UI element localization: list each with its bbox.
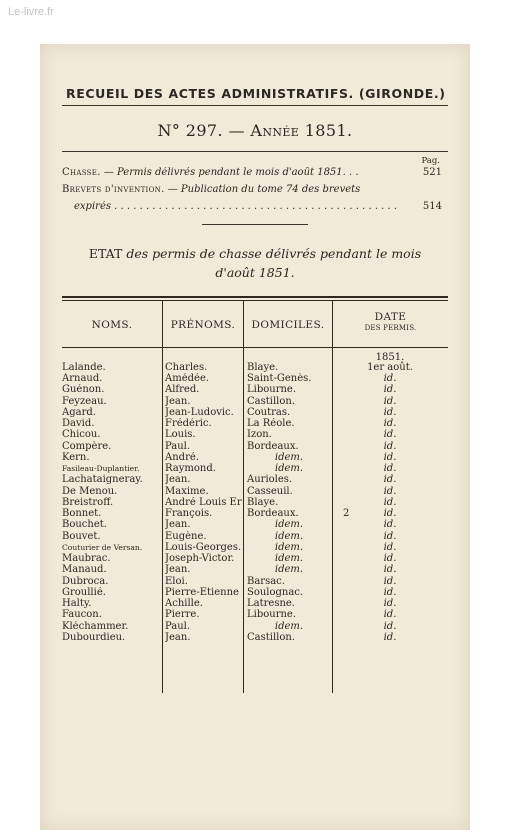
cell-domicile: idem. <box>274 451 304 463</box>
cell-date: id. <box>383 451 397 463</box>
cell-extra: 2 <box>343 508 350 520</box>
table-row <box>62 621 448 632</box>
cell-nom: Lalande. <box>62 362 106 373</box>
table-title <box>62 244 448 282</box>
cell-domicile: idem. <box>274 620 304 632</box>
column-header-date-sub: DES PERMIS. <box>364 324 417 332</box>
cell-domicile: Bordeaux. <box>247 440 299 452</box>
table-row <box>62 362 448 373</box>
cell-date: id. <box>383 564 397 576</box>
cell-domicile: Casseuil. <box>247 485 293 497</box>
cell-prenom: André Louis Er <box>165 496 242 508</box>
column-header-date-title: DATE <box>374 311 407 323</box>
cell-domicile: idem. <box>274 530 304 542</box>
year-cell: 1851. <box>375 352 405 363</box>
cell-nom: De Menou. <box>62 485 118 497</box>
cell-prenom: Joseph-Victor. <box>165 553 235 565</box>
cell-domicile: Saint-Genès. <box>247 373 312 385</box>
toc-entry-head: Chasse. <box>62 167 101 178</box>
cell-prenom: Achille. <box>165 598 203 610</box>
column-header-prenoms: PRÉNOMS. <box>170 319 236 331</box>
running-head-rule <box>62 105 448 106</box>
cell-domicile: idem. <box>274 541 304 553</box>
cell-date: id. <box>383 541 397 553</box>
cell-prenom: Louis. <box>165 429 196 441</box>
cell-nom: Dubroca. <box>62 575 109 587</box>
cell-domicile: Soulognac. <box>247 586 304 598</box>
cell-prenom: Jean. <box>165 474 191 486</box>
section-rule <box>202 224 308 225</box>
cell-domicile: Barsac. <box>247 575 285 587</box>
cell-prenom: Pierre. <box>165 609 200 621</box>
table-row <box>62 564 448 575</box>
cell-date: id. <box>383 418 397 430</box>
cell-prenom: Paul. <box>165 440 191 452</box>
cell-domicile: Latresne. <box>247 598 295 610</box>
cell-prenom: François. <box>165 508 213 520</box>
table-row <box>62 463 448 474</box>
cell-nom: Couturier de Versan. <box>62 542 143 552</box>
toc-entry-text: Permis délivrés pendant le mois d'août 1851. . . <box>117 167 359 178</box>
cell-prenom: Louis-Georges. <box>165 541 242 553</box>
table-row <box>62 407 448 418</box>
cell-date: id. <box>383 586 397 598</box>
cell-date: id. <box>383 485 397 497</box>
table-row <box>62 474 448 485</box>
cell-date: id. <box>383 373 397 385</box>
cell-prenom: Pierre-Etienne <box>165 586 239 598</box>
cell-domicile: Castillon. <box>247 631 295 643</box>
watermark: Le-livre.fr <box>8 6 54 18</box>
cell-date: id. <box>383 508 397 520</box>
cell-date: id. <box>383 620 397 632</box>
table-row <box>62 609 448 620</box>
toc-entry-page: 514 <box>422 201 442 212</box>
cell-nom: Feyzeau. <box>62 395 107 407</box>
cell-date: id. <box>383 474 397 486</box>
cell-nom: Agard. <box>62 406 96 418</box>
cell-domicile: Blaye. <box>247 496 279 508</box>
issue-year-label: Année <box>250 121 300 140</box>
cell-nom: Lachataigneray. <box>62 474 143 486</box>
cell-nom: David. <box>62 418 95 430</box>
cell-domicile: idem. <box>274 519 304 531</box>
cell-prenom: Frédéric. <box>165 418 212 430</box>
cell-nom: Kern. <box>62 451 90 463</box>
table-row <box>62 441 448 452</box>
cell-nom: Bouchet. <box>62 519 107 531</box>
cell-domicile: Aurioles. <box>247 474 293 486</box>
table-row <box>62 531 448 542</box>
cell-date: id. <box>383 609 397 621</box>
toc-entry-text: expirés . . . . . . . . . . . . . . . . . . . . . . . . . . . . . . . . . . . . . . . . . . . . . <box>74 201 398 212</box>
cell-prenom: Jean. <box>165 519 191 531</box>
cell-nom: Breistroff. <box>62 496 114 508</box>
cell-nom: Bouvet. <box>62 530 101 542</box>
table-top-rule <box>62 296 448 298</box>
table-row <box>62 598 448 609</box>
cell-prenom: André. <box>165 451 199 463</box>
cell-nom: Arnaud. <box>62 373 103 385</box>
cell-date: id. <box>383 598 397 610</box>
table-row <box>62 632 448 643</box>
cell-domicile: Libourne. <box>247 609 297 621</box>
cell-nom: Maubrac. <box>62 553 111 565</box>
table-row <box>62 396 448 407</box>
cell-prenom: Eugène. <box>165 530 207 542</box>
cell-domicile: Coutras. <box>247 406 291 418</box>
cell-date: id. <box>383 530 397 542</box>
cell-domicile: Izon. <box>247 429 272 441</box>
cell-prenom: Jean. <box>165 631 191 643</box>
cell-prenom: Alfred. <box>165 384 200 396</box>
header-rule <box>62 347 448 348</box>
issue-year: 1851. <box>299 121 353 140</box>
cell-prenom: Jean. <box>165 395 191 407</box>
table-row <box>62 587 448 598</box>
cell-date: id. <box>383 429 397 441</box>
toc-entry-page: 521 <box>422 167 442 178</box>
cell-date: id. <box>383 440 397 452</box>
issue-line <box>62 121 448 140</box>
cell-date: id. <box>383 384 397 396</box>
cell-domicile: Bordeaux. <box>247 508 299 520</box>
toc-entry-head: Brevets d'invention. <box>62 184 165 195</box>
issue-number: N° 297. <box>157 121 223 140</box>
table-title-line1: des permis de chasse délivrés pendant le mois <box>122 246 422 261</box>
table-row <box>62 452 448 463</box>
cell-prenom: Amédée. <box>165 373 210 385</box>
column-header-date <box>333 312 448 334</box>
table-row <box>62 553 448 564</box>
table-row <box>62 418 448 429</box>
cell-date: id. <box>383 519 397 531</box>
cell-date: id. <box>383 496 397 508</box>
toc-entry-text: Publication du tome 74 des brevets <box>180 184 361 195</box>
toc-entry <box>62 184 442 195</box>
document-page <box>40 44 470 830</box>
column-header-noms: NOMS. <box>91 319 133 331</box>
table-row <box>62 429 448 440</box>
table-row <box>62 497 448 508</box>
table-row <box>62 542 448 553</box>
cell-prenom: Maxime. <box>165 485 209 497</box>
cell-nom: Manaud. <box>62 564 107 576</box>
table-row <box>62 519 448 530</box>
running-head: RECUEIL DES ACTES ADMINISTRATIFS. (GIRONDE.) <box>66 86 446 101</box>
cell-nom: Bonnet. <box>62 508 102 520</box>
table-title-line2: d'août 1851. <box>215 265 295 280</box>
cell-prenom: Eloi. <box>165 575 188 587</box>
cell-prenom: Jean. <box>165 564 191 576</box>
cell-date: id. <box>383 463 397 475</box>
cell-nom: Dubourdieu. <box>62 631 126 643</box>
cell-date: id. <box>383 575 397 587</box>
toc-entry-sep: — <box>100 167 118 178</box>
table-row <box>62 576 448 587</box>
cell-prenom: Charles. <box>165 362 208 373</box>
cell-prenom: Paul. <box>165 620 191 632</box>
cell-nom: Groullié. <box>62 586 106 598</box>
toc-pag-label: Pag. <box>421 156 440 166</box>
table-row <box>62 508 448 519</box>
table-top-rule-thin <box>62 300 448 301</box>
table-row <box>62 373 448 384</box>
table-row <box>62 486 448 497</box>
toc-entry-sep: — <box>164 184 181 195</box>
cell-date: id. <box>383 553 397 565</box>
cell-date: id. <box>383 395 397 407</box>
cell-nom: Guénon. <box>62 384 105 396</box>
cell-domicile: La Réole. <box>247 418 295 430</box>
issue-dash: — <box>222 121 251 140</box>
cell-nom: Compère. <box>62 440 112 452</box>
cell-nom: Chicou. <box>62 429 101 441</box>
cell-domicile: idem. <box>274 564 304 576</box>
cell-date: id. <box>383 406 397 418</box>
cell-domicile: Castillon. <box>247 395 295 407</box>
issue-rule <box>62 151 448 152</box>
table-row <box>62 384 448 395</box>
cell-domicile: idem. <box>274 463 304 475</box>
toc-entry-continued <box>74 201 442 212</box>
cell-nom: Halty. <box>62 598 92 610</box>
cell-domicile: Blaye. <box>247 362 279 373</box>
table-title-head: ETAT <box>88 246 123 261</box>
cell-nom: Fasileau-Duplantier. <box>62 464 140 474</box>
cell-prenom: Jean-Ludovic. <box>165 406 234 418</box>
toc-entry <box>62 167 442 178</box>
cell-nom: Kléchammer. <box>62 620 129 632</box>
cell-nom: Faucon. <box>62 609 102 621</box>
cell-date: 1er août. <box>367 362 413 373</box>
cell-domicile: idem. <box>274 553 304 565</box>
cell-date: id. <box>383 631 397 643</box>
cell-domicile: Libourne. <box>247 384 297 396</box>
column-header-domiciles: DOMICILES. <box>251 319 325 331</box>
cell-prenom: Raymond. <box>165 463 216 475</box>
